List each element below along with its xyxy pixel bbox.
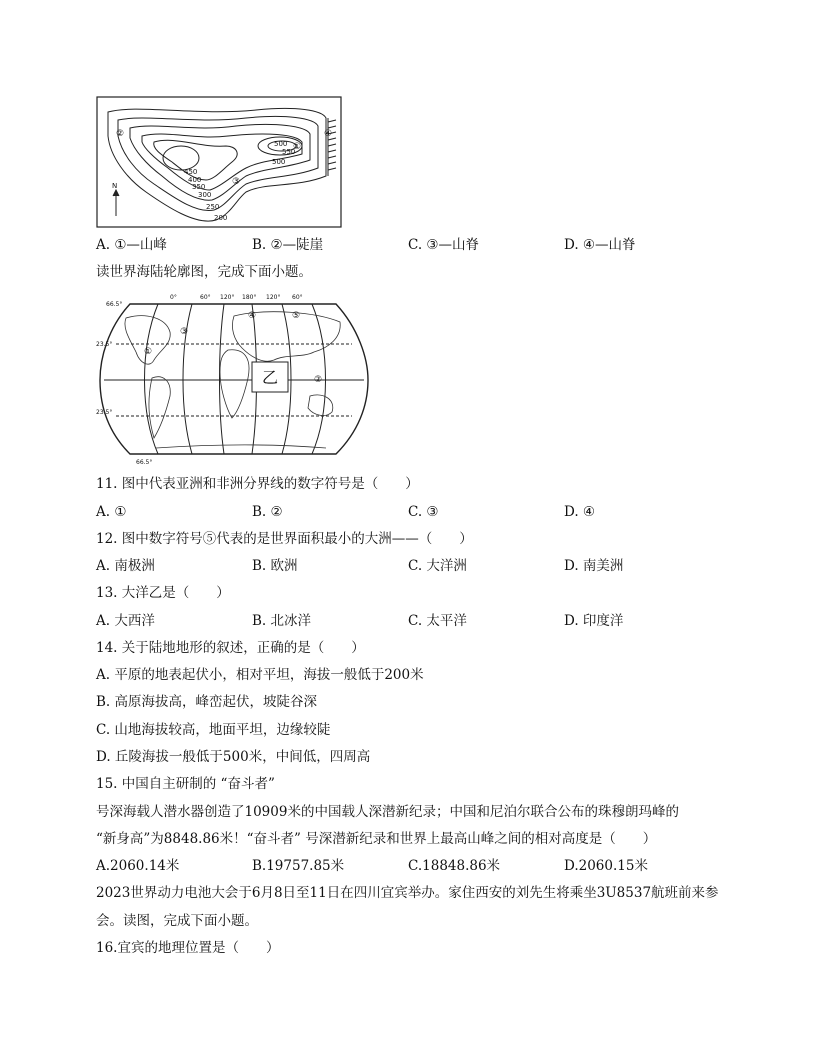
- map-marker: ①: [144, 347, 153, 357]
- q15-option-d: D.2060.15米: [564, 858, 648, 874]
- map-marker: ④: [248, 311, 257, 321]
- q10-option-b: B. ②—陡崖: [252, 237, 324, 253]
- q11-stem: 11. 图中代表亚洲和非洲分界线的数字符号是（ ）: [96, 476, 419, 492]
- contour-label: 300: [198, 191, 212, 199]
- q13-option-c: C. 太平洋: [408, 613, 467, 629]
- q11-option-a: A. ①: [96, 504, 127, 520]
- q14-option-b: B. 高原海拔高，峰峦起伏，坡陡谷深: [96, 694, 318, 710]
- contour-label: 250: [206, 203, 220, 211]
- q12-option-b: B. 欧洲: [252, 558, 298, 574]
- lat-label: 23.5°: [96, 341, 113, 348]
- intro16-line2: 会。读图，完成下面小题。: [96, 913, 258, 929]
- contour-label: 400: [188, 176, 202, 184]
- q10-option-d: D. ④—山脊: [564, 237, 636, 253]
- q11-option-d: D. ④: [564, 504, 596, 520]
- q15-stem-line1: 15. 中国自主研制的 “奋斗者”: [96, 776, 275, 792]
- lon-label: 0°: [170, 294, 177, 301]
- q15-option-c: C.18848.86米: [408, 858, 501, 874]
- q16-stem: 16.宜宾的地理位置是（ ）: [96, 940, 280, 956]
- contour-label: 500: [274, 140, 288, 148]
- q13-option-a: A. 大西洋: [96, 613, 155, 629]
- lat-label: 23.5°: [96, 409, 113, 416]
- intro16-line1: 2023世界动力电池大会于6月8日至11日在四川宜宾举办。家住西安的刘先生将乘坐3U8537航班前来参: [96, 885, 719, 901]
- lat-label: 66.5°: [106, 301, 123, 308]
- contour-marker: ④: [324, 129, 333, 139]
- q14-option-c: C. 山地海拔较高，地面平坦，边缘较陡: [96, 722, 331, 738]
- q14-option-a: A. 平原的地表起伏小，相对平坦，海拔一般低于200米: [96, 667, 424, 683]
- map-intro: 读世界海陆轮廓图，完成下面小题。: [96, 264, 312, 280]
- lon-label: 120°: [266, 294, 281, 301]
- lon-label: 180°: [242, 294, 257, 301]
- q12-option-a: A. 南极洲: [96, 558, 155, 574]
- q15-stem-line2: 号深海载人潜水器创造了10909米的中国载人深潜新纪录；中国和尼泊尔联合公布的珠穆朗玛峰的: [96, 804, 679, 820]
- lon-label: 60°: [292, 294, 303, 301]
- contour-label: 350: [192, 183, 206, 191]
- map-marker: ③: [180, 327, 189, 337]
- q14-option-d: D. 丘陵海拔一般低于500米，中间低，四周高: [96, 749, 371, 765]
- north-label: N: [112, 182, 118, 190]
- lon-label: 60°: [200, 294, 211, 301]
- q13-option-d: D. 印度洋: [564, 613, 624, 629]
- q15-stem-line3: “新身高”为8848.86米！“奋斗者” 号深潜新纪录和世界上最高山峰之间的相对高度是（ ）: [96, 831, 657, 847]
- q15-option-a: A.2060.14米: [96, 858, 180, 874]
- q12-option-d: D. 南美洲: [564, 558, 624, 574]
- q11-option-b: B. ②: [252, 504, 283, 520]
- contour-label: 450: [184, 168, 198, 176]
- q12-stem: 12. 图中数字符号⑤代表的是世界面积最小的大洲——（ ）: [96, 531, 473, 547]
- contour-marker: ①: [293, 142, 302, 152]
- ocean-yi-label: 乙: [262, 368, 279, 387]
- contour-label: 550: [282, 148, 296, 156]
- q10-option-c: C. ③—山脊: [408, 237, 480, 253]
- contour-map-figure: [96, 96, 342, 228]
- contour-label: 500: [272, 158, 286, 166]
- contour-label: 200: [214, 214, 228, 222]
- map-marker: ⑤: [292, 311, 301, 321]
- q11-option-c: C. ③: [408, 504, 439, 520]
- q10-option-a: A. ①—山峰: [96, 237, 167, 253]
- lon-label: 120°: [220, 294, 235, 301]
- q15-option-b: B.19757.85米: [252, 858, 345, 874]
- contour-marker: ③: [232, 177, 241, 187]
- q12-option-c: C. 大洋洲: [408, 558, 467, 574]
- q14-stem: 14. 关于陆地地形的叙述，正确的是（ ）: [96, 640, 365, 656]
- q13-option-b: B. 北冰洋: [252, 613, 312, 629]
- lat-label: 66.5°: [136, 459, 153, 466]
- map-marker: ②: [314, 375, 323, 385]
- q13-stem: 13. 大洋乙是（ ）: [96, 585, 230, 601]
- world-map-figure: [96, 288, 372, 468]
- contour-marker: ②: [116, 129, 125, 139]
